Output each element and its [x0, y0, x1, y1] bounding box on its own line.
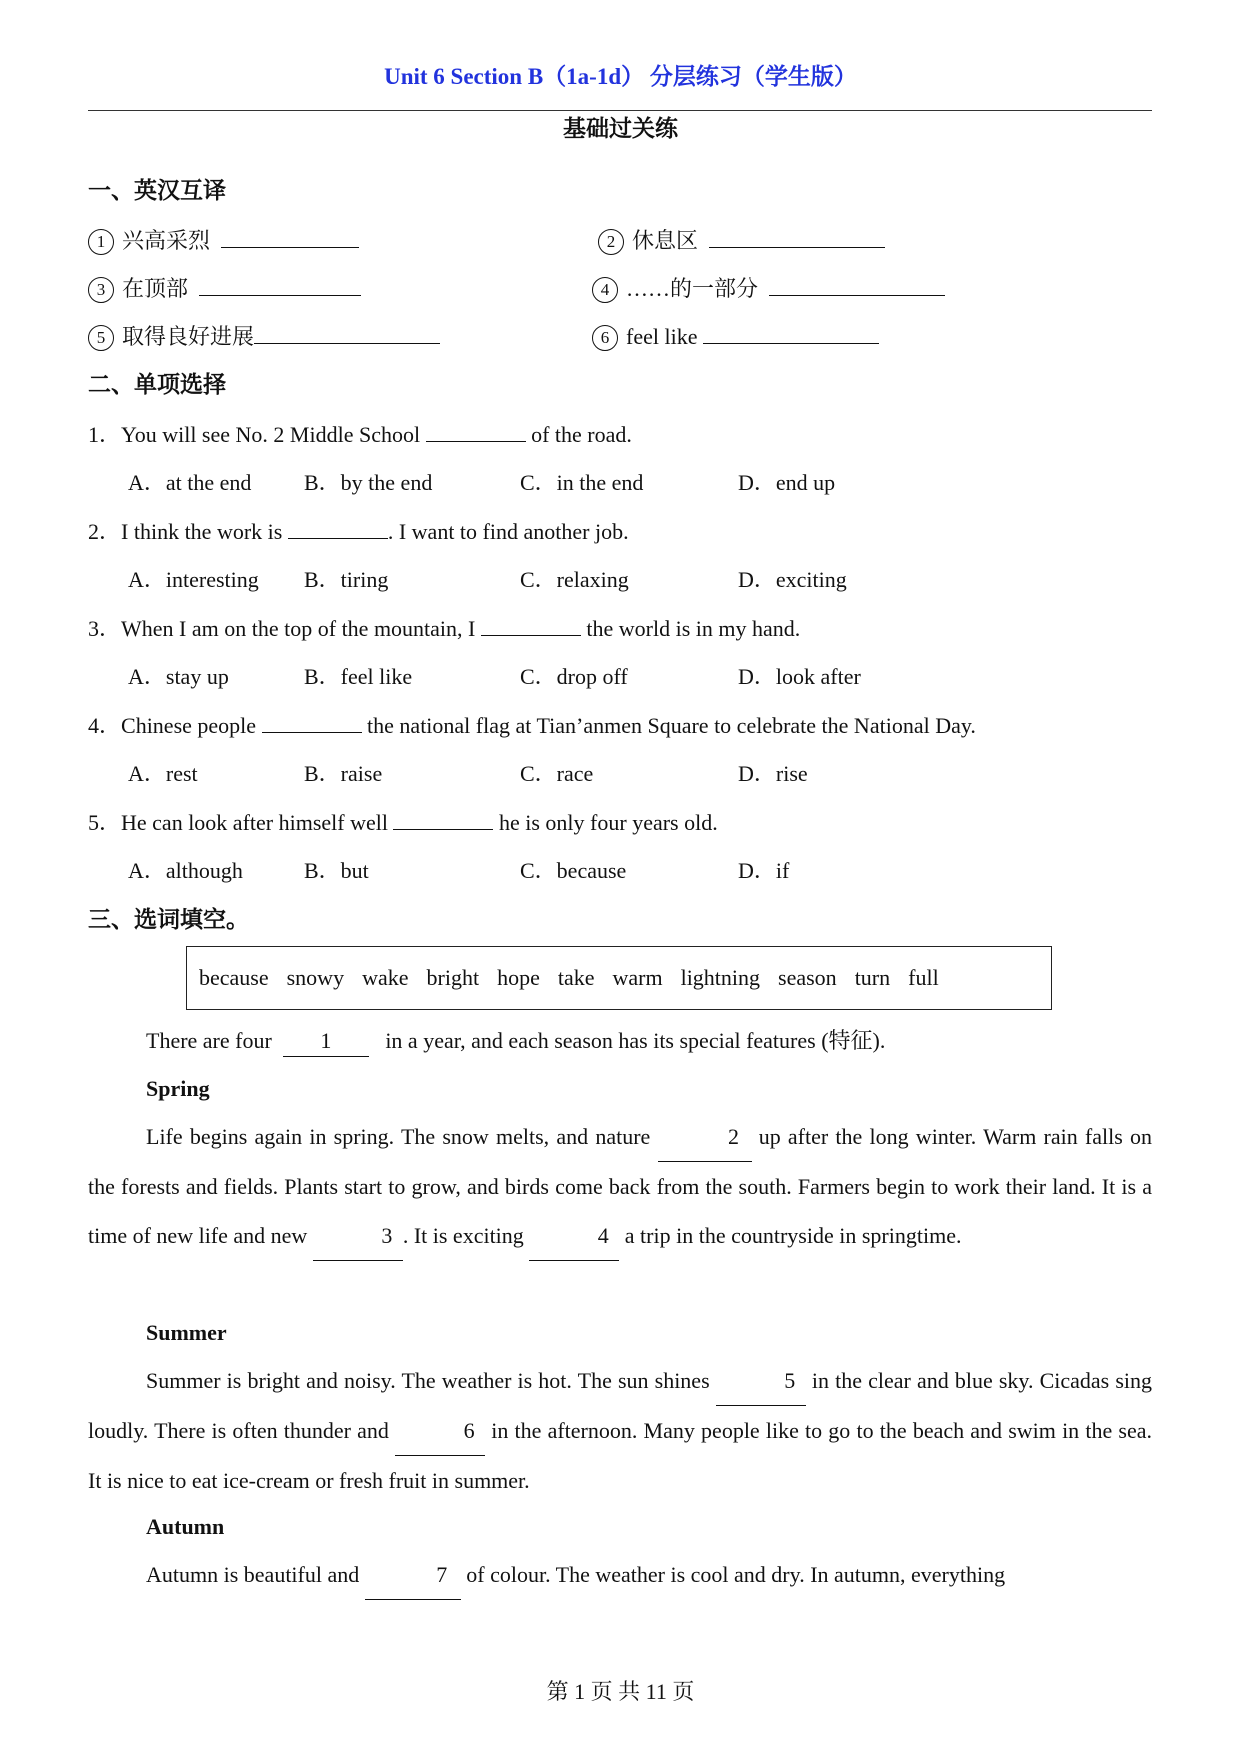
cloze-text: in the clear and blue sky. Cicadas sing loudly. There is often thunder and: [88, 1368, 1153, 1443]
q1-option-a: A．at the end: [128, 470, 252, 495]
item-text: 休息区: [632, 228, 699, 253]
question-text-pre: I think the work is: [121, 519, 288, 544]
answer-blank: [262, 732, 362, 733]
word-bank-item: wake: [362, 965, 409, 990]
question-text-pre: He can look after himself well: [121, 810, 394, 835]
question-2: [88, 517, 629, 547]
word-bank-item: season: [778, 965, 837, 990]
word-bank-item: warm: [612, 965, 663, 990]
question-number: 2．: [88, 519, 122, 544]
part2-title: 二、单项选择: [88, 372, 226, 397]
cloze-text: There are four: [146, 1028, 278, 1053]
question-text-pre: When I am on the top of the mountain, I: [121, 616, 481, 641]
translation-item-5: [88, 322, 440, 352]
cloze-blank-1: 1: [283, 1026, 369, 1057]
word-bank-item: snowy: [286, 965, 345, 990]
translation-item-2: [598, 226, 885, 256]
page-footer: 第 1 页 共 11 页: [546, 1679, 695, 1704]
circled-number: 3: [88, 277, 114, 303]
answer-blank: [426, 441, 526, 442]
q3-option-d: D．look after: [738, 664, 861, 689]
spring-paragraph: [88, 1112, 1152, 1261]
q4-option-b: B．raise: [304, 761, 383, 786]
translation-item-3: [88, 274, 361, 304]
translation-item-1: [88, 226, 359, 256]
answer-blank: [769, 295, 945, 296]
item-text: 兴高采烈: [122, 228, 211, 253]
item-text: 取得良好进展: [122, 324, 255, 349]
question-1: [88, 420, 632, 450]
section-title: 基础过关练: [563, 116, 678, 141]
cloze-text: Summer is bright and noisy. The weather is hot. The sun shines: [146, 1368, 716, 1393]
translation-item-4: [592, 274, 945, 304]
q2-option-b: B．tiring: [304, 567, 389, 592]
answer-blank: [288, 538, 388, 539]
q1-option-d: D．end up: [738, 470, 836, 495]
q3-option-a: A．stay up: [128, 664, 229, 689]
answer-blank: [703, 343, 879, 344]
cloze-text: . It is exciting: [402, 1223, 530, 1248]
circled-number: 6: [592, 325, 618, 351]
question-text-post: the world is in my hand.: [580, 616, 801, 641]
cloze-text: of colour. The weather is cool and dry. In autumn, everything: [460, 1562, 1006, 1587]
answer-blank: [221, 247, 359, 248]
circled-number: 1: [88, 229, 114, 255]
cloze-blank-6: 6: [395, 1406, 485, 1456]
q5-option-b: B．but: [304, 858, 369, 883]
question-text-post: of the road.: [525, 422, 632, 447]
autumn-paragraph: [88, 1550, 1152, 1600]
cloze-text: up after the long winter. Warm rain falls on the forests and fields. Plants start to grow, and birds come back from the south. Farmers begin to work their land. It is a time of new life and new: [88, 1124, 1152, 1248]
cloze-blank-5: 5: [716, 1356, 806, 1406]
answer-blank: [254, 343, 440, 344]
q2-option-a: A．interesting: [128, 567, 259, 592]
question-text-post: . I want to find another job.: [387, 519, 629, 544]
cloze-text: Autumn is beautiful and: [146, 1562, 365, 1587]
word-bank-item: hope: [497, 965, 540, 990]
page-header: Unit 6 Section B（1a-1d） 分层练习（学生版）: [384, 64, 857, 89]
q1-option-c: C．in the end: [520, 470, 644, 495]
q5-option-d: D．if: [738, 858, 790, 883]
question-4: [88, 711, 976, 741]
cloze-text: Life begins again in spring. The snow melts, and nature: [146, 1124, 658, 1149]
autumn-heading: Autumn: [146, 1514, 225, 1539]
item-text: ……的一部分: [626, 276, 759, 301]
word-bank-item: take: [557, 965, 595, 990]
word-bank-item: turn: [854, 965, 891, 990]
question-3: [88, 614, 800, 644]
answer-blank: [393, 829, 493, 830]
q5-option-a: A．although: [128, 858, 243, 883]
header-divider: [88, 110, 1152, 111]
cloze-blank-7: 7: [365, 1550, 461, 1600]
summer-heading: Summer: [146, 1320, 227, 1345]
cloze-blank-4: 4: [529, 1211, 619, 1261]
question-text-pre: You will see No. 2 Middle School: [121, 422, 426, 447]
word-bank: [186, 946, 1052, 1010]
circled-number: 4: [592, 277, 618, 303]
cloze-text: in a year, and each season has its special features (特征).: [379, 1028, 886, 1053]
question-number: 1．: [88, 422, 122, 447]
answer-blank: [481, 635, 581, 636]
word-bank-item: bright: [426, 965, 480, 990]
q4-option-d: D．rise: [738, 761, 808, 786]
answer-blank: [199, 295, 361, 296]
q4-option-c: C．race: [520, 761, 594, 786]
circled-number: 5: [88, 325, 114, 351]
question-number: 4．: [88, 713, 122, 738]
word-bank-item: full: [908, 965, 939, 990]
summer-paragraph: [88, 1356, 1152, 1505]
item-text: 在顶部: [122, 276, 189, 301]
question-text-post: he is only four years old.: [493, 810, 718, 835]
cloze-text: in the afternoon. Many people like to go to the beach and swim in the sea. It is nice to eat ice-cream or fresh fruit in summer.: [88, 1418, 1152, 1493]
question-number: 3．: [88, 616, 122, 641]
q3-option-b: B．feel like: [304, 664, 413, 689]
question-text-pre: Chinese people: [121, 713, 262, 738]
word-bank-item: lightning: [680, 965, 761, 990]
cloze-intro: [146, 1026, 885, 1057]
item-text: feel like: [626, 324, 698, 349]
part1-title: 一、英汉互译: [88, 178, 226, 203]
question-5: [88, 808, 718, 838]
part3-title: 三、选词填空。: [88, 907, 249, 932]
answer-blank: [709, 247, 885, 248]
cloze-blank-3: 3: [313, 1211, 403, 1261]
circled-number: 2: [598, 229, 624, 255]
question-number: 5．: [88, 810, 122, 835]
cloze-blank-2: 2: [658, 1112, 752, 1162]
spring-heading: Spring: [146, 1076, 210, 1101]
word-bank-item: because: [199, 965, 269, 990]
q1-option-b: B．by the end: [304, 470, 433, 495]
q3-option-c: C．drop off: [520, 664, 628, 689]
q2-option-d: D．exciting: [738, 567, 847, 592]
translation-item-6: [592, 322, 879, 352]
q5-option-c: C．because: [520, 858, 627, 883]
question-text-post: the national flag at Tian’anmen Square to celebrate the National Day.: [361, 713, 976, 738]
cloze-text: a trip in the countryside in springtime.: [619, 1223, 962, 1248]
q2-option-c: C．relaxing: [520, 567, 629, 592]
q4-option-a: A．rest: [128, 761, 198, 786]
